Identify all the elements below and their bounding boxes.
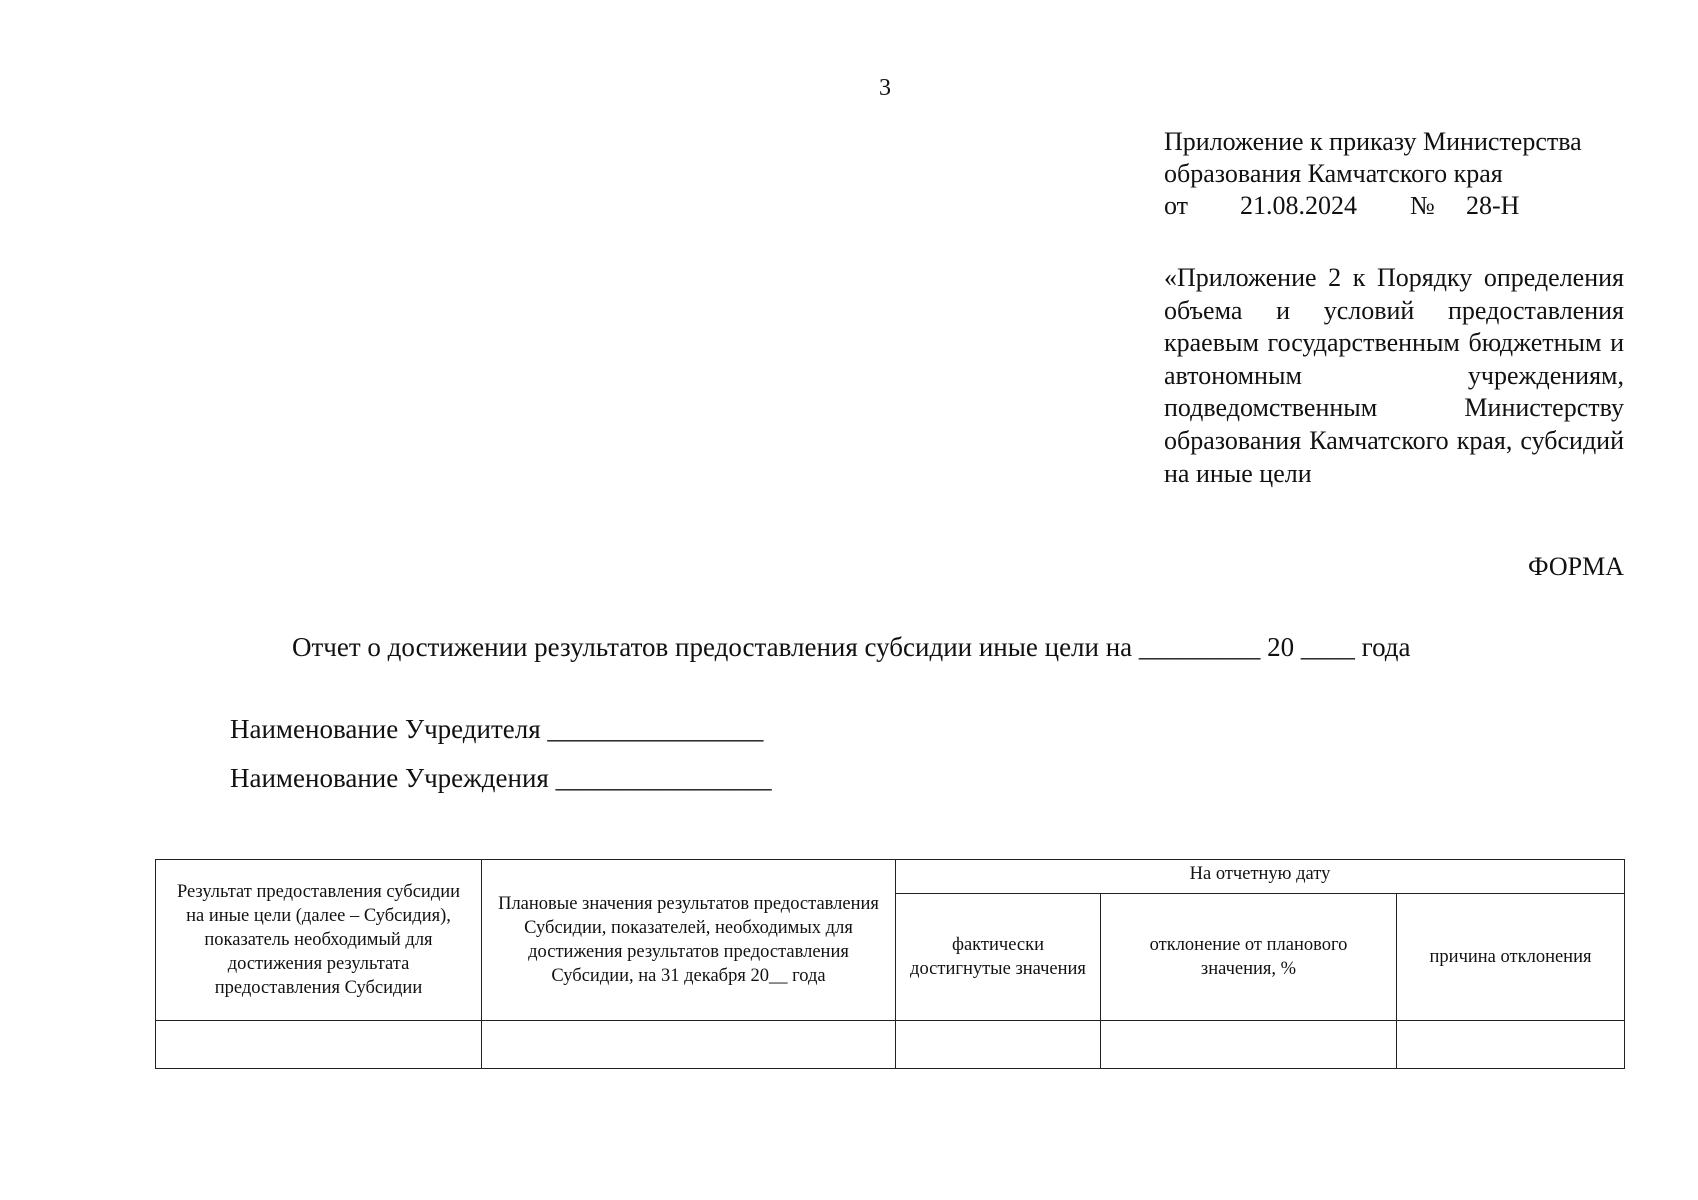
report-title: Отчет о достижении результатов предоставления субсидии иные цели на _________ 20 ____ года (292, 632, 1411, 662)
appendix-header (1164, 126, 1624, 222)
table-cell (482, 1021, 896, 1069)
form-label: ФОРМА (1528, 552, 1624, 581)
order-number-sign: № (1410, 191, 1435, 220)
report-table (155, 859, 1625, 1069)
header-deviation-reason: причина отклонения (1397, 894, 1625, 1021)
table-row (156, 1021, 1625, 1069)
order-number: 28-Н (1466, 191, 1520, 220)
page-number: 3 (879, 75, 891, 101)
institution-name-field: Наименование Учреждения ________________ (230, 763, 772, 793)
header-deviation-percent: отклонение от планового значения, % (1101, 894, 1397, 1021)
header-on-reporting-date: На отчетную дату (896, 860, 1625, 894)
order-from-label: от (1164, 191, 1189, 220)
table-cell (1397, 1021, 1625, 1069)
table-header-row (156, 860, 1625, 894)
table-cell (1101, 1021, 1397, 1069)
header-result-indicator: Результат предоставления субсидии на иные цели (далее – Субсидия), показатель необходимый для достижения результата предоставления Субсидии (156, 860, 482, 1021)
appendix-reference-text: «Приложение 2 к Порядку определения объема и условий предоставления краевым государственным бюджетным и автономным учреждениям, подведомственным Министерству образования Камчатского края, субсидий на иные цели (1164, 263, 1624, 488)
table-cell (156, 1021, 482, 1069)
appendix-header-line-1: Приложение к приказу Министерства (1164, 127, 1582, 156)
order-details (1164, 190, 1624, 222)
order-date: 21.08.2024 (1240, 191, 1357, 220)
table-cell (896, 1021, 1101, 1069)
header-actual-values: фактически достигнутые значения (896, 894, 1101, 1021)
founder-name-field: Наименование Учредителя ________________ (230, 714, 764, 744)
header-planned-values: Плановые значения результатов предоставления Субсидии, показателей, необходимых для достижения результатов предоставления Субсидии, на 31 декабря 20__ года (482, 860, 896, 1021)
appendix-header-line-2: образования Камчатского края (1164, 159, 1503, 188)
